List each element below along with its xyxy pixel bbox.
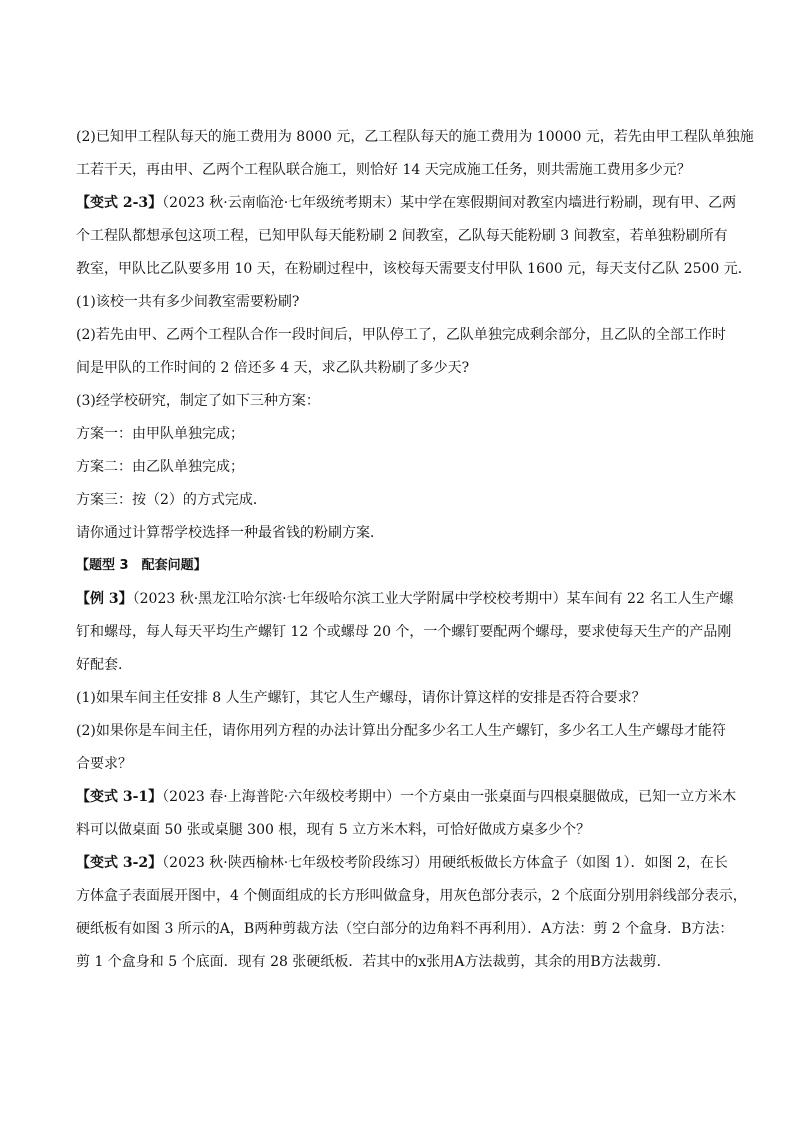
example-3: [76, 590, 733, 608]
question-text: （2023 春·上海普陀·六年级校考期中）一个方桌由一张桌面与四根桌腿做成，已知一立方米木: [162, 789, 737, 805]
plan-two: 方案二：由乙队单独完成；: [76, 459, 244, 475]
paragraph-line: 硬纸板有如图 3 所示的A，B两种剪裁方法（空白部分的边角料不再利用）．A方法：剪 2 个盒身．B方法：: [76, 921, 734, 937]
paragraph-line: 工若干天，再由甲、乙两个工程队联合施工，则恰好 14 天完成施工任务，则共需施工费用多少元？: [76, 162, 691, 178]
paragraph-line: 好配套.: [76, 657, 123, 673]
paragraph-line: (1)如果车间主任安排 8 人生产螺钉，其它人生产螺母，请你计算这样的安排是否符合要求？: [76, 690, 646, 706]
question-tag: 【例 3】: [76, 591, 133, 607]
question-variant-3-1: [76, 788, 736, 806]
paragraph-line: 个工程队都想承包这项工程，已知甲队每天能粉刷 2 间教室，乙队每天能粉刷 3 间教室，若单独粉刷所有: [76, 228, 728, 244]
paragraph-line: (1)该校一共有多少间教室需要粉刷?: [76, 294, 300, 310]
paragraph-line: 教室，甲队比乙队要多用 10 天，在粉刷过程中，该校每天需要支付甲队 1600 元，每天支付乙队 2500 元．: [76, 261, 752, 277]
paragraph-line: 方体盒子表面展开图中，4 个侧面组成的长方形叫做盒身，用灰色部分表示，2 个底面分别用斜线部分表示，: [76, 888, 747, 904]
paragraph-line: (2)已知甲工程队每天的施工费用为 8000 元，乙工程队每天的施工费用为 10000 元，若先由甲工程队单独施: [76, 129, 754, 145]
paragraph-line: (2)若先由甲、乙两个工程队合作一段时间后，甲队停工了，乙队单独完成剩余部分，且乙队的全部工作时: [76, 327, 726, 343]
question-tag: 【变式 3-1】: [76, 789, 163, 805]
question-tag: 【变式 3-2】: [76, 855, 163, 871]
question-text: （2023 秋·云南临沧·七年级统考期末）某中学在寒假期间对教室内墙进行粉刷，现有甲、乙两: [162, 195, 737, 211]
question-variant-3-2: [76, 854, 728, 872]
paragraph-line: 间是甲队的工作时间的 2 倍还多 4 天，求乙队共粉刷了多少天?: [76, 360, 470, 376]
paragraph-line: 剪 1 个盒身和 5 个底面．现有 28 张硬纸板．若其中的x张用A方法裁剪，其余的用B方法裁剪．: [76, 954, 671, 970]
plan-one: 方案一：由甲队单独完成；: [76, 426, 244, 442]
paragraph-line: 钉和螺母，每人每天平均生产螺钉 12 个或螺母 20 个，一个螺钉要配两个螺母，要求使每天生产的产品刚: [76, 624, 732, 640]
paragraph-line: 请你通过计算帮学校选择一种最省钱的粉刷方案．: [76, 525, 384, 541]
question-text: （2023 秋·黑龙江哈尔滨·七年级哈尔滨工业大学附属中学校校考期中）某车间有 22 名工人生产螺: [132, 591, 734, 607]
question-text: （2023 秋·陕西榆林·七年级校考阶段练习）用硬纸板做长方体盒子（如图 1）．如图 2，在长: [162, 855, 728, 871]
paragraph-line: (3)经学校研究，制定了如下三种方案：: [76, 393, 320, 409]
question-tag: 【变式 2-3】: [76, 195, 163, 211]
plan-three: 方案三：按（2）的方式完成．: [76, 492, 267, 508]
section-heading: 【题型 3 配套问题】: [76, 558, 207, 573]
paragraph-line: 料可以做桌面 50 张或桌腿 300 根，现有 5 立方米木料，可恰好做成方桌多少个？: [76, 822, 591, 838]
question-variant-2-3: [76, 194, 736, 212]
paragraph-line: 合要求？: [76, 756, 132, 772]
paragraph-line: (2)如果你是车间主任，请你用列方程的办法计算出分配多少名工人生产螺钉，多少名工人生产螺母才能符: [76, 723, 726, 739]
